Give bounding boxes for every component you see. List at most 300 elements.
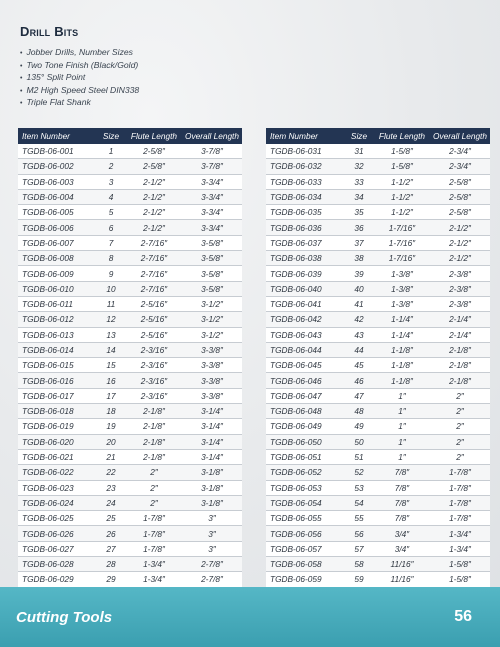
size-cell: 53 (344, 480, 374, 495)
flute-length-cell: 2-1/2″ (126, 205, 182, 220)
item-number-cell: TGDB-06-035 (266, 205, 344, 220)
table-row (18, 541, 242, 556)
flute-length-cell: 7/8″ (374, 511, 430, 526)
table-row (266, 220, 490, 235)
overall-length-cell: 1-3/4″ (430, 541, 490, 556)
size-cell: 31 (344, 144, 374, 159)
size-cell: 25 (96, 511, 126, 526)
item-number-cell: TGDB-06-012 (18, 312, 96, 327)
spec-table-left (18, 128, 242, 603)
table-row (18, 495, 242, 510)
table-row (266, 449, 490, 464)
item-number-cell: TGDB-06-046 (266, 373, 344, 388)
size-cell: 42 (344, 312, 374, 327)
flute-length-cell: 1-1/8″ (374, 373, 430, 388)
size-cell: 36 (344, 220, 374, 235)
flute-length-cell: 2-7/16″ (126, 251, 182, 266)
table-row (266, 511, 490, 526)
table-row (18, 434, 242, 449)
flute-length-cell: 2-3/16″ (126, 388, 182, 403)
header-flute-length: Flute Length (374, 128, 430, 144)
flute-length-cell: 1-1/2″ (374, 189, 430, 204)
size-cell: 2 (96, 159, 126, 174)
header-overall-length: Overall Length (430, 128, 490, 144)
item-number-cell: TGDB-06-043 (266, 327, 344, 342)
flute-length-cell: 2-1/2″ (126, 220, 182, 235)
overall-length-cell: 3″ (182, 526, 242, 541)
table-row (266, 266, 490, 281)
table-row (266, 342, 490, 357)
flute-length-cell: 1-1/2″ (374, 205, 430, 220)
header-item-number: Item Number (18, 128, 96, 144)
item-number-cell: TGDB-06-026 (18, 526, 96, 541)
table-row (266, 205, 490, 220)
size-cell: 27 (96, 541, 126, 556)
overall-length-cell: 1-7/8″ (430, 480, 490, 495)
flute-length-cell: 1-3/4″ (126, 557, 182, 572)
feature-item: • Triple Flat Shank (20, 96, 139, 109)
overall-length-cell: 2-5/8″ (430, 205, 490, 220)
table-row (266, 251, 490, 266)
size-cell: 35 (344, 205, 374, 220)
overall-length-cell: 3-3/4″ (182, 205, 242, 220)
table-row (18, 358, 242, 373)
page-title: Drill Bits (20, 24, 79, 39)
overall-length-cell: 3-1/4″ (182, 419, 242, 434)
size-cell: 14 (96, 342, 126, 357)
item-number-cell: TGDB-06-015 (18, 358, 96, 373)
item-number-cell: TGDB-06-047 (266, 388, 344, 403)
flute-length-cell: 1-7/16″ (374, 220, 430, 235)
spec-table-right (266, 128, 490, 603)
table-row (18, 449, 242, 464)
item-number-cell: TGDB-06-009 (18, 266, 96, 281)
overall-length-cell: 2-1/4″ (430, 327, 490, 342)
overall-length-cell: 2-1/8″ (430, 342, 490, 357)
table-row (18, 388, 242, 403)
item-number-cell: TGDB-06-059 (266, 572, 344, 587)
table-row (266, 388, 490, 403)
size-cell: 28 (96, 557, 126, 572)
size-cell: 12 (96, 312, 126, 327)
table-row (18, 251, 242, 266)
size-cell: 13 (96, 327, 126, 342)
flute-length-cell: 2-5/8″ (126, 159, 182, 174)
size-cell: 57 (344, 541, 374, 556)
flute-length-cell: 2″ (126, 465, 182, 480)
feature-item: • 135° Split Point (20, 71, 139, 84)
overall-length-cell: 1-5/8″ (430, 557, 490, 572)
item-number-cell: TGDB-06-053 (266, 480, 344, 495)
table-row (18, 205, 242, 220)
table-row (266, 281, 490, 296)
overall-length-cell: 2-3/8″ (430, 266, 490, 281)
overall-length-cell: 1-7/8″ (430, 495, 490, 510)
item-number-cell: TGDB-06-011 (18, 296, 96, 311)
flute-length-cell: 2-1/8″ (126, 434, 182, 449)
size-cell: 21 (96, 449, 126, 464)
size-cell: 8 (96, 251, 126, 266)
table-row (18, 480, 242, 495)
size-cell: 26 (96, 526, 126, 541)
flute-length-cell: 1-3/8″ (374, 266, 430, 281)
size-cell: 50 (344, 434, 374, 449)
table-row (18, 220, 242, 235)
flute-length-cell: 1″ (374, 434, 430, 449)
overall-length-cell: 2-5/8″ (430, 174, 490, 189)
overall-length-cell: 2″ (430, 404, 490, 419)
overall-length-cell: 3-1/4″ (182, 434, 242, 449)
header-size: Size (96, 128, 126, 144)
flute-length-cell: 2-3/16″ (126, 373, 182, 388)
flute-length-cell: 11/16″ (374, 572, 430, 587)
item-number-cell: TGDB-06-001 (18, 144, 96, 159)
overall-length-cell: 3-3/4″ (182, 189, 242, 204)
flute-length-cell: 3/4″ (374, 526, 430, 541)
size-cell: 51 (344, 449, 374, 464)
flute-length-cell: 7/8″ (374, 465, 430, 480)
table-row (18, 526, 242, 541)
size-cell: 59 (344, 572, 374, 587)
overall-length-cell: 3-1/8″ (182, 495, 242, 510)
item-number-cell: TGDB-06-057 (266, 541, 344, 556)
overall-length-cell: 2″ (430, 419, 490, 434)
item-number-cell: TGDB-06-034 (266, 189, 344, 204)
flute-length-cell: 1-1/8″ (374, 358, 430, 373)
item-number-cell: TGDB-06-039 (266, 266, 344, 281)
item-number-cell: TGDB-06-014 (18, 342, 96, 357)
flute-length-cell: 7/8″ (374, 495, 430, 510)
flute-length-cell: 2-1/2″ (126, 174, 182, 189)
overall-length-cell: 3-5/8″ (182, 281, 242, 296)
size-cell: 32 (344, 159, 374, 174)
overall-length-cell: 2-1/8″ (430, 358, 490, 373)
table-body-right (266, 144, 490, 602)
table-row (18, 373, 242, 388)
overall-length-cell: 2″ (430, 449, 490, 464)
flute-length-cell: 2-1/8″ (126, 404, 182, 419)
table-row (266, 419, 490, 434)
item-number-cell: TGDB-06-045 (266, 358, 344, 373)
item-number-cell: TGDB-06-029 (18, 572, 96, 587)
item-number-cell: TGDB-06-010 (18, 281, 96, 296)
item-number-cell: TGDB-06-021 (18, 449, 96, 464)
table-row (266, 296, 490, 311)
overall-length-cell: 2-1/2″ (430, 235, 490, 250)
overall-length-cell: 1-3/4″ (430, 526, 490, 541)
item-number-cell: TGDB-06-051 (266, 449, 344, 464)
item-number-cell: TGDB-06-007 (18, 235, 96, 250)
overall-length-cell: 2-3/8″ (430, 296, 490, 311)
table-row (266, 189, 490, 204)
overall-length-cell: 3-7/8″ (182, 159, 242, 174)
item-number-cell: TGDB-06-038 (266, 251, 344, 266)
flute-length-cell: 1″ (374, 388, 430, 403)
table-row (266, 495, 490, 510)
overall-length-cell: 3-1/8″ (182, 480, 242, 495)
item-number-cell: TGDB-06-049 (266, 419, 344, 434)
overall-length-cell: 1-7/8″ (430, 511, 490, 526)
table-row (18, 159, 242, 174)
size-cell: 37 (344, 235, 374, 250)
item-number-cell: TGDB-06-016 (18, 373, 96, 388)
size-cell: 49 (344, 419, 374, 434)
flute-length-cell: 2-1/2″ (126, 189, 182, 204)
size-cell: 52 (344, 465, 374, 480)
flute-length-cell: 2″ (126, 480, 182, 495)
overall-length-cell: 3-7/8″ (182, 144, 242, 159)
overall-length-cell: 2″ (430, 388, 490, 403)
overall-length-cell: 1-7/8″ (430, 465, 490, 480)
table-row (266, 312, 490, 327)
overall-length-cell: 3-1/2″ (182, 312, 242, 327)
flute-length-cell: 1-7/16″ (374, 251, 430, 266)
size-cell: 17 (96, 388, 126, 403)
overall-length-cell: 3-3/4″ (182, 220, 242, 235)
flute-length-cell: 2-5/16″ (126, 296, 182, 311)
flute-length-cell: 1-5/8″ (374, 159, 430, 174)
overall-length-cell: 3-1/4″ (182, 404, 242, 419)
flute-length-cell: 2-7/16″ (126, 281, 182, 296)
size-cell: 58 (344, 557, 374, 572)
size-cell: 45 (344, 358, 374, 373)
flute-length-cell: 1-3/4″ (126, 572, 182, 587)
table-row (18, 342, 242, 357)
flute-length-cell: 2-5/16″ (126, 312, 182, 327)
flute-length-cell: 1-3/8″ (374, 281, 430, 296)
overall-length-cell: 2-7/8″ (182, 557, 242, 572)
overall-length-cell: 1-5/8″ (430, 572, 490, 587)
item-number-cell: TGDB-06-041 (266, 296, 344, 311)
footer-section-title: Cutting Tools (16, 609, 113, 626)
item-number-cell: TGDB-06-048 (266, 404, 344, 419)
size-cell: 11 (96, 296, 126, 311)
table-row (18, 312, 242, 327)
item-number-cell: TGDB-06-024 (18, 495, 96, 510)
item-number-cell: TGDB-06-037 (266, 235, 344, 250)
header-size: Size (344, 128, 374, 144)
table-row (18, 281, 242, 296)
overall-length-cell: 3-3/8″ (182, 373, 242, 388)
table-row (18, 235, 242, 250)
size-cell: 9 (96, 266, 126, 281)
size-cell: 4 (96, 189, 126, 204)
overall-length-cell: 2-3/4″ (430, 144, 490, 159)
table-row (18, 327, 242, 342)
table-row (266, 434, 490, 449)
size-cell: 33 (344, 174, 374, 189)
flute-length-cell: 2-3/16″ (126, 358, 182, 373)
size-cell: 40 (344, 281, 374, 296)
item-number-cell: TGDB-06-040 (266, 281, 344, 296)
table-row (266, 557, 490, 572)
item-number-cell: TGDB-06-003 (18, 174, 96, 189)
item-number-cell: TGDB-06-020 (18, 434, 96, 449)
flute-length-cell: 1-3/8″ (374, 296, 430, 311)
table-row (266, 235, 490, 250)
item-number-cell: TGDB-06-054 (266, 495, 344, 510)
size-cell: 56 (344, 526, 374, 541)
overall-length-cell: 2-1/8″ (430, 373, 490, 388)
table-row (18, 511, 242, 526)
overall-length-cell: 2-3/8″ (430, 281, 490, 296)
flute-length-cell: 2-7/16″ (126, 266, 182, 281)
item-number-cell: TGDB-06-050 (266, 434, 344, 449)
size-cell: 54 (344, 495, 374, 510)
table-row (18, 144, 242, 159)
overall-length-cell: 3″ (182, 541, 242, 556)
overall-length-cell: 2″ (430, 434, 490, 449)
flute-length-cell: 2-1/8″ (126, 419, 182, 434)
overall-length-cell: 2-7/8″ (182, 572, 242, 587)
flute-length-cell: 1-5/8″ (374, 144, 430, 159)
item-number-cell: TGDB-06-008 (18, 251, 96, 266)
flute-length-cell: 11/16″ (374, 557, 430, 572)
flute-length-cell: 2″ (126, 495, 182, 510)
table-header-row (266, 128, 490, 144)
header-item-number: Item Number (266, 128, 344, 144)
size-cell: 19 (96, 419, 126, 434)
table-row (266, 373, 490, 388)
overall-length-cell: 3-3/4″ (182, 174, 242, 189)
size-cell: 10 (96, 281, 126, 296)
table-row (18, 189, 242, 204)
flute-length-cell: 1-7/8″ (126, 526, 182, 541)
table-header-row (18, 128, 242, 144)
size-cell: 24 (96, 495, 126, 510)
flute-length-cell: 1-7/16″ (374, 235, 430, 250)
overall-length-cell: 3-1/2″ (182, 296, 242, 311)
table-row (266, 327, 490, 342)
flute-length-cell: 2-7/16″ (126, 235, 182, 250)
overall-length-cell: 3-3/8″ (182, 388, 242, 403)
size-cell: 46 (344, 373, 374, 388)
size-cell: 43 (344, 327, 374, 342)
table-row (266, 404, 490, 419)
item-number-cell: TGDB-06-056 (266, 526, 344, 541)
item-number-cell: TGDB-06-025 (18, 511, 96, 526)
flute-length-cell: 1″ (374, 449, 430, 464)
page-number: 56 (454, 608, 472, 625)
overall-length-cell: 3-3/8″ (182, 342, 242, 357)
table-row (18, 266, 242, 281)
size-cell: 48 (344, 404, 374, 419)
overall-length-cell: 3-1/2″ (182, 327, 242, 342)
table-row (266, 144, 490, 159)
flute-length-cell: 2-3/16″ (126, 342, 182, 357)
table-row (266, 159, 490, 174)
size-cell: 47 (344, 388, 374, 403)
item-number-cell: TGDB-06-005 (18, 205, 96, 220)
size-cell: 41 (344, 296, 374, 311)
header-flute-length: Flute Length (126, 128, 182, 144)
item-number-cell: TGDB-06-027 (18, 541, 96, 556)
overall-length-cell: 3-5/8″ (182, 251, 242, 266)
item-number-cell: TGDB-06-022 (18, 465, 96, 480)
table-body-left (18, 144, 242, 602)
size-cell: 3 (96, 174, 126, 189)
flute-length-cell: 2-1/8″ (126, 449, 182, 464)
table-row (266, 358, 490, 373)
size-cell: 6 (96, 220, 126, 235)
size-cell: 34 (344, 189, 374, 204)
feature-item: • Two Tone Finish (Black/Gold) (20, 59, 139, 72)
feature-item: • M2 High Speed Steel DIN338 (20, 84, 139, 97)
table-row (18, 465, 242, 480)
item-number-cell: TGDB-06-019 (18, 419, 96, 434)
item-number-cell: TGDB-06-042 (266, 312, 344, 327)
item-number-cell: TGDB-06-033 (266, 174, 344, 189)
item-number-cell: TGDB-06-031 (266, 144, 344, 159)
table-row (18, 174, 242, 189)
item-number-cell: TGDB-06-058 (266, 557, 344, 572)
size-cell: 29 (96, 572, 126, 587)
size-cell: 16 (96, 373, 126, 388)
footer-banner (0, 587, 500, 647)
table-row (18, 296, 242, 311)
flute-length-cell: 2-5/8″ (126, 144, 182, 159)
feature-list (20, 46, 139, 109)
flute-length-cell: 1″ (374, 404, 430, 419)
flute-length-cell: 1-1/8″ (374, 342, 430, 357)
flute-length-cell: 1-1/4″ (374, 327, 430, 342)
overall-length-cell: 2-5/8″ (430, 189, 490, 204)
flute-length-cell: 7/8″ (374, 480, 430, 495)
flute-length-cell: 1-1/4″ (374, 312, 430, 327)
flute-length-cell: 1-7/8″ (126, 511, 182, 526)
table-row (18, 419, 242, 434)
size-cell: 23 (96, 480, 126, 495)
item-number-cell: TGDB-06-017 (18, 388, 96, 403)
feature-item: • Jobber Drills, Number Sizes (20, 46, 139, 59)
flute-length-cell: 2-5/16″ (126, 327, 182, 342)
size-cell: 7 (96, 235, 126, 250)
table-row (18, 557, 242, 572)
table-row (18, 404, 242, 419)
item-number-cell: TGDB-06-028 (18, 557, 96, 572)
size-cell: 39 (344, 266, 374, 281)
overall-length-cell: 2-1/2″ (430, 220, 490, 235)
overall-length-cell: 3-1/4″ (182, 449, 242, 464)
table-row (266, 480, 490, 495)
size-cell: 15 (96, 358, 126, 373)
size-cell: 1 (96, 144, 126, 159)
size-cell: 44 (344, 342, 374, 357)
overall-length-cell: 2-1/2″ (430, 251, 490, 266)
item-number-cell: TGDB-06-044 (266, 342, 344, 357)
item-number-cell: TGDB-06-002 (18, 159, 96, 174)
flute-length-cell: 3/4″ (374, 541, 430, 556)
item-number-cell: TGDB-06-018 (18, 404, 96, 419)
flute-length-cell: 1″ (374, 419, 430, 434)
overall-length-cell: 3-1/8″ (182, 465, 242, 480)
item-number-cell: TGDB-06-023 (18, 480, 96, 495)
size-cell: 38 (344, 251, 374, 266)
size-cell: 18 (96, 404, 126, 419)
overall-length-cell: 2-3/4″ (430, 159, 490, 174)
item-number-cell: TGDB-06-036 (266, 220, 344, 235)
size-cell: 55 (344, 511, 374, 526)
overall-length-cell: 3-5/8″ (182, 235, 242, 250)
overall-length-cell: 3-5/8″ (182, 266, 242, 281)
header-overall-length: Overall Length (182, 128, 242, 144)
size-cell: 20 (96, 434, 126, 449)
table-row (266, 541, 490, 556)
item-number-cell: TGDB-06-013 (18, 327, 96, 342)
table-row (266, 526, 490, 541)
overall-length-cell: 3″ (182, 511, 242, 526)
flute-length-cell: 1-7/8″ (126, 541, 182, 556)
